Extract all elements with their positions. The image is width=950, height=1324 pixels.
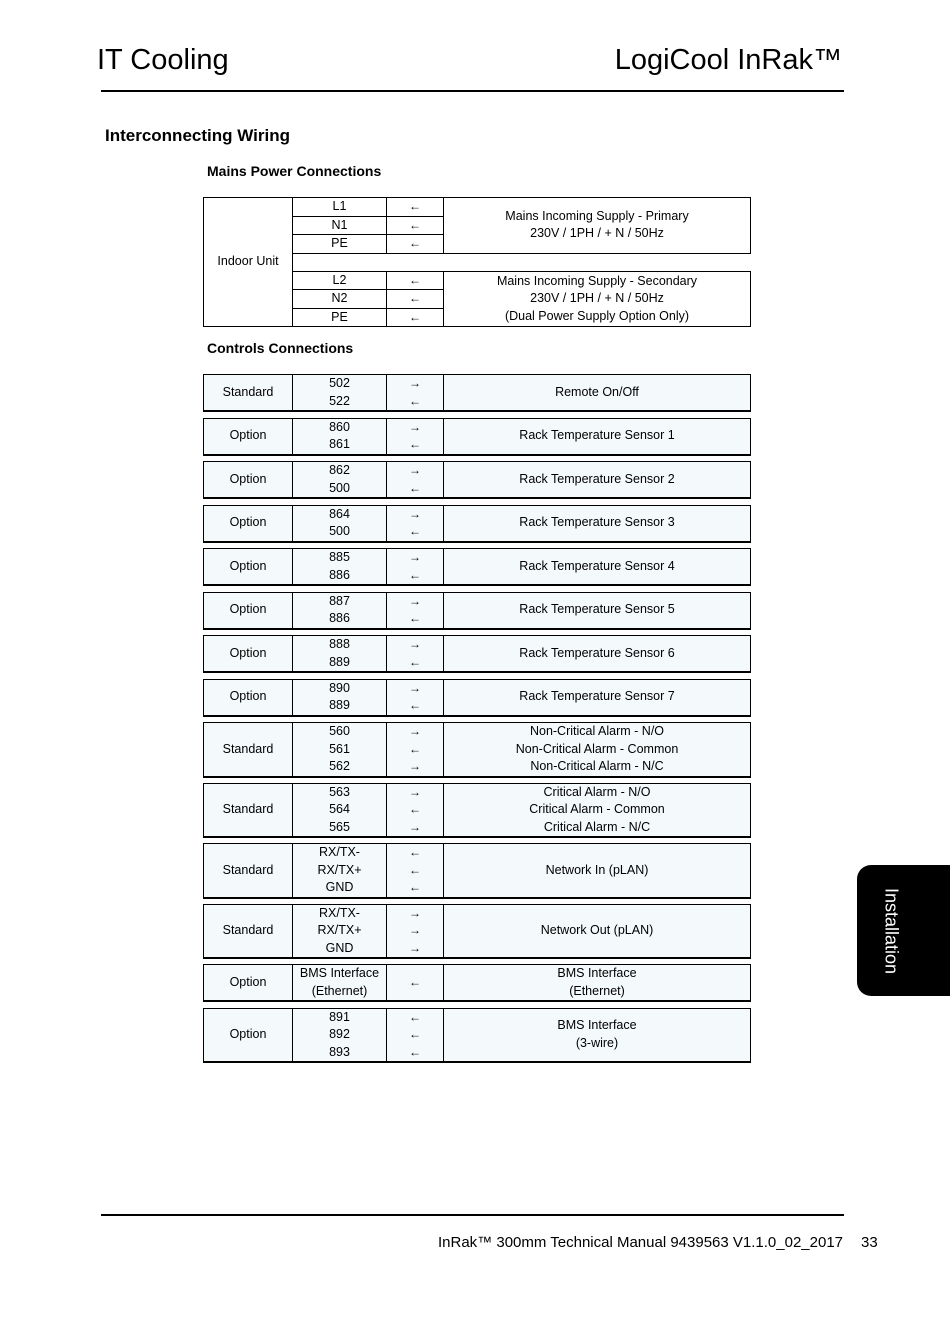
description-line: Remote On/Off — [555, 384, 639, 399]
control-connection-table — [203, 461, 751, 498]
arrow-left-icon: ← — [409, 802, 421, 816]
connection-description — [444, 505, 751, 541]
terminal-label: 886 — [329, 567, 350, 582]
description-line: Non-Critical Alarm - N/C — [530, 759, 664, 773]
direction-cell — [387, 1008, 444, 1062]
arrow-right-icon: → — [409, 637, 421, 651]
arrow-right-icon: → — [409, 419, 421, 434]
control-connection-table — [203, 964, 751, 1001]
direction-cell — [387, 375, 444, 411]
arrow-left-icon: ← — [409, 698, 421, 712]
terminal-label: 889 — [329, 654, 350, 669]
description-line: (3-wire) — [575, 1035, 619, 1050]
arrow-right-icon: → — [409, 376, 421, 390]
mains-terminal: N1 — [293, 216, 387, 235]
direction-cell — [387, 592, 444, 628]
terminal-label: 888 — [329, 637, 350, 651]
terminal-cell — [293, 844, 387, 898]
terminal-label: 560 — [329, 724, 350, 738]
connection-description — [444, 723, 751, 777]
control-connection-table — [203, 1008, 751, 1063]
connection-type: Standard — [204, 723, 293, 777]
description-line: Network In (pLAN) — [545, 862, 649, 877]
control-connection-table — [203, 592, 751, 629]
terminal-cell — [293, 418, 387, 454]
arrow-right-icon: → — [409, 819, 421, 834]
section-tab-label: Installation — [881, 887, 902, 974]
arrow-icon: ← — [387, 235, 444, 254]
direction-cell — [387, 549, 444, 585]
connection-description — [444, 783, 751, 837]
terminal-label: RX/TX- — [319, 905, 360, 920]
arrow-left-icon: ← — [409, 1044, 421, 1059]
arrow-right-icon: → — [409, 940, 421, 955]
connection-type: Standard — [204, 844, 293, 898]
direction-cell — [387, 723, 444, 777]
mains-terminal: L1 — [293, 198, 387, 217]
mains-unit-label: Indoor Unit — [204, 198, 293, 327]
description-line: BMS Interface — [557, 966, 637, 980]
connection-type: Option — [204, 505, 293, 541]
connection-description — [444, 592, 751, 628]
arrow-left-icon: ← — [409, 524, 421, 538]
mains-terminal: PE — [293, 308, 387, 327]
description-line: Critical Alarm - N/O — [543, 784, 651, 799]
arrow-left-icon: ← — [409, 393, 421, 408]
mains-gap — [293, 253, 751, 271]
direction-cell — [387, 904, 444, 958]
direction-cell — [387, 783, 444, 837]
connection-type: Standard — [204, 904, 293, 958]
description-line: Critical Alarm - Common — [529, 802, 665, 816]
direction-cell — [387, 462, 444, 498]
arrow-left-icon: ← — [409, 654, 421, 669]
arrow-left-icon: ← — [409, 741, 421, 756]
connection-type: Option — [204, 592, 293, 628]
terminal-label: 864 — [329, 506, 350, 521]
mains-description — [444, 198, 751, 254]
direction-cell — [387, 679, 444, 715]
description-line: 230V / 1PH / + N / 50Hz — [530, 226, 664, 241]
connection-type: Option — [204, 636, 293, 672]
mains-terminal: PE — [293, 235, 387, 254]
arrow-right-icon: → — [409, 680, 421, 695]
arrow-left-icon: ← — [409, 845, 421, 859]
description-line: (Dual Power Supply Option Only) — [504, 308, 690, 323]
terminal-label: 892 — [329, 1027, 350, 1041]
terminal-label: (Ethernet) — [311, 983, 368, 998]
terminal-label: 564 — [329, 802, 350, 816]
description-line: Network Out (pLAN) — [540, 923, 654, 937]
terminal-label: 565 — [329, 819, 350, 834]
section-title: Interconnecting Wiring — [105, 126, 290, 145]
arrow-right-icon: → — [409, 506, 421, 521]
arrow-right-icon: → — [409, 923, 421, 937]
arrow-left-icon: ← — [409, 611, 421, 625]
terminal-label: 889 — [329, 698, 350, 712]
connection-type: Option — [204, 679, 293, 715]
description-line: 230V / 1PH / + N / 50Hz — [530, 291, 664, 305]
description-line: Rack Temperature Sensor 3 — [519, 515, 675, 530]
connection-description — [444, 462, 751, 498]
terminal-cell — [293, 462, 387, 498]
terminal-label: BMS Interface — [299, 966, 380, 980]
terminal-label: RX/TX- — [319, 845, 360, 859]
terminal-label: 500 — [329, 480, 350, 495]
arrow-right-icon: → — [409, 905, 421, 920]
control-connection-table — [203, 548, 751, 585]
control-connection-table — [203, 679, 751, 716]
mains-description — [444, 271, 751, 327]
terminal-label: 561 — [329, 741, 350, 756]
terminal-label: GND — [325, 880, 354, 894]
arrow-right-icon: → — [409, 593, 421, 608]
control-connection-table — [203, 783, 751, 838]
arrow-left-icon: ← — [409, 1027, 421, 1041]
direction-cell — [387, 965, 444, 1001]
terminal-label: 887 — [329, 593, 350, 608]
control-connection-table — [203, 374, 751, 411]
arrow-left-icon: ← — [409, 862, 421, 877]
terminal-cell — [293, 965, 387, 1001]
arrow-icon: ← — [387, 271, 444, 290]
terminal-label: 502 — [329, 376, 350, 390]
connection-description — [444, 636, 751, 672]
arrow-left-icon: ← — [409, 974, 421, 989]
description-line: (Ethernet) — [569, 983, 625, 998]
terminal-label: GND — [325, 940, 354, 955]
terminal-cell — [293, 636, 387, 672]
section-tab[interactable] — [857, 865, 950, 996]
arrow-icon: ← — [387, 290, 444, 309]
terminal-cell — [293, 592, 387, 628]
connection-type: Option — [204, 418, 293, 454]
footer-manual-title: InRak™ 300mm Technical Manual 9439563 V1.1.0_02_2017 — [438, 1234, 843, 1251]
direction-cell — [387, 505, 444, 541]
description-line: Critical Alarm - N/C — [543, 819, 651, 834]
arrow-left-icon: ← — [409, 480, 421, 495]
terminal-cell — [293, 723, 387, 777]
terminal-cell — [293, 783, 387, 837]
arrow-right-icon: → — [409, 724, 421, 738]
description-line: Rack Temperature Sensor 1 — [519, 428, 675, 443]
control-connection-table — [203, 904, 751, 959]
connection-type: Option — [204, 965, 293, 1001]
arrow-icon: ← — [387, 198, 444, 217]
description-line: Rack Temperature Sensor 5 — [519, 602, 675, 617]
connection-type: Option — [204, 462, 293, 498]
connection-description — [444, 1008, 751, 1062]
control-connection-table — [203, 722, 751, 777]
terminal-label: 862 — [329, 463, 350, 477]
control-connection-table — [203, 843, 751, 898]
terminal-label: 886 — [329, 611, 350, 625]
header-right-title: LogiCool InRak™ — [614, 44, 842, 76]
terminal-label: 500 — [329, 524, 350, 538]
connection-description — [444, 418, 751, 454]
description-line: Rack Temperature Sensor 6 — [519, 645, 675, 660]
control-connection-table — [203, 505, 751, 542]
arrow-right-icon: → — [409, 550, 421, 564]
arrow-left-icon: ← — [409, 880, 421, 894]
terminal-label: 885 — [329, 550, 350, 564]
connection-type: Option — [204, 1008, 293, 1062]
connection-type: Standard — [204, 783, 293, 837]
terminal-label: 563 — [329, 784, 350, 799]
description-line: BMS Interface — [557, 1018, 637, 1033]
terminal-label: 562 — [329, 759, 350, 773]
header-rule — [101, 90, 844, 92]
terminal-cell — [293, 679, 387, 715]
description-line: Non-Critical Alarm - N/O — [529, 724, 665, 738]
arrow-right-icon: → — [409, 784, 421, 799]
arrow-left-icon: ← — [409, 567, 421, 582]
terminal-cell — [293, 904, 387, 958]
arrow-right-icon: → — [409, 759, 421, 773]
description-line: Rack Temperature Sensor 4 — [519, 558, 675, 573]
arrow-left-icon: ← — [409, 437, 421, 451]
mains-table — [203, 197, 751, 327]
terminal-label: 890 — [329, 680, 350, 695]
direction-cell — [387, 418, 444, 454]
terminal-cell — [293, 549, 387, 585]
terminal-label: 522 — [329, 393, 350, 408]
description-line: Rack Temperature Sensor 7 — [519, 689, 675, 704]
connection-description — [444, 965, 751, 1001]
arrow-left-icon: ← — [409, 1009, 421, 1024]
terminal-label: RX/TX+ — [317, 862, 362, 877]
mains-terminal: N2 — [293, 290, 387, 309]
connection-description — [444, 904, 751, 958]
terminal-cell — [293, 505, 387, 541]
terminal-label: 891 — [329, 1009, 350, 1024]
connection-description — [444, 549, 751, 585]
description-line: Mains Incoming Supply - Secondary — [496, 273, 698, 288]
direction-cell — [387, 844, 444, 898]
control-connection-table — [203, 418, 751, 455]
terminal-label: 893 — [329, 1044, 350, 1059]
description-line: Mains Incoming Supply - Primary — [505, 208, 689, 223]
mains-title: Mains Power Connections — [207, 163, 382, 179]
arrow-right-icon: → — [409, 463, 421, 477]
connection-description — [444, 679, 751, 715]
control-connection-table — [203, 635, 751, 672]
arrow-icon: ← — [387, 308, 444, 327]
connection-type: Option — [204, 549, 293, 585]
direction-cell — [387, 636, 444, 672]
connection-description — [444, 844, 751, 898]
description-line: Non-Critical Alarm - Common — [515, 741, 679, 756]
controls-title: Controls Connections — [207, 340, 354, 356]
page-number: 33 — [861, 1234, 878, 1251]
terminal-cell — [293, 375, 387, 411]
connection-description — [444, 375, 751, 411]
terminal-label: 861 — [329, 437, 350, 451]
mains-terminal: L2 — [293, 271, 387, 290]
header-left-title: IT Cooling — [97, 44, 229, 76]
terminal-label: 860 — [329, 419, 350, 434]
arrow-icon: ← — [387, 216, 444, 235]
terminal-label: RX/TX+ — [317, 923, 362, 937]
terminal-cell — [293, 1008, 387, 1062]
connection-type: Standard — [204, 375, 293, 411]
footer-rule — [101, 1214, 844, 1216]
description-line: Rack Temperature Sensor 2 — [519, 471, 675, 486]
